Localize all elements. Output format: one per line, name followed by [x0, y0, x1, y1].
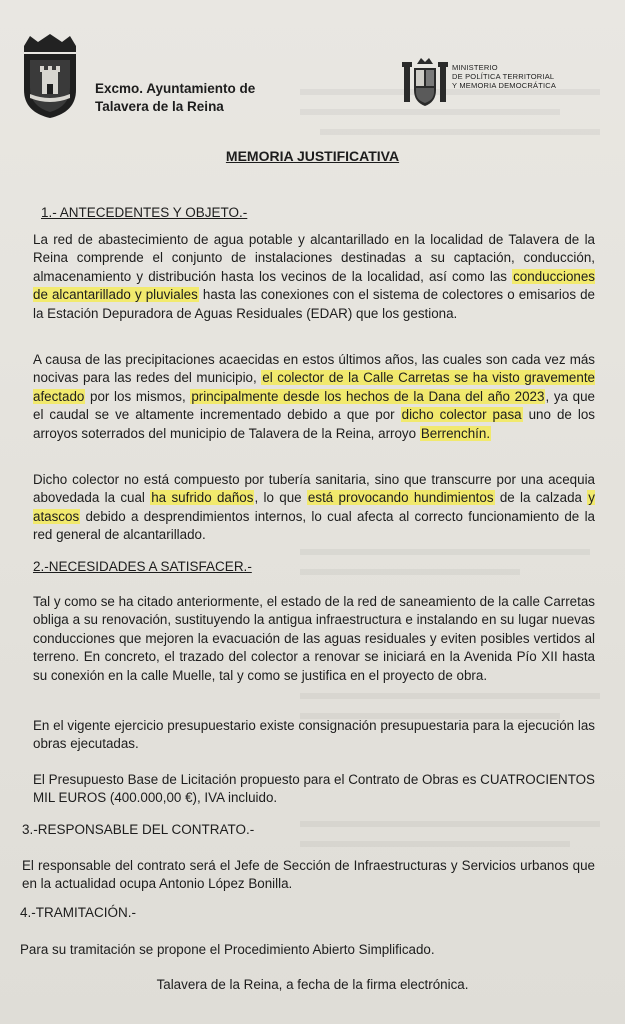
text-run: por los mismos,: [85, 388, 191, 404]
ministry-line-1: MINISTERIO: [452, 63, 498, 72]
highlighted-text: ha sufrido daños: [151, 490, 254, 506]
highlighted-text: el colector de la Calle Carretas se ha visto gravemente afectado: [33, 370, 595, 404]
highlighted-text: conducciones de alcantarillado y pluviales: [33, 268, 595, 303]
text-run: hasta las conexiones con el sistema de colectores o emisarios de la Estación Depuradora de Aguas Residuales (EDAR) que los gestiona.: [33, 287, 595, 321]
text-run: Dicho colector no está compuesto por tubería sanitaria, sino que transcurre por una acequia abovedada la cual: [33, 472, 595, 506]
text-run: debido a desprendimientos internos, lo cual afecta al correcto funcionamiento de la red general de alcantarillado.: [33, 508, 595, 543]
ministry-line-3: Y MEMORIA DEMOCRÁTICA: [452, 81, 557, 90]
highlighted-text: Berrenchín.: [420, 425, 491, 441]
section-4-heading: 4.-TRAMITACIÓN.-: [20, 905, 136, 920]
org-line-1: Excmo. Ayuntamiento de: [95, 81, 256, 96]
spain-coat-of-arms-icon: [402, 56, 448, 108]
city-council-name: [95, 80, 255, 116]
text-run: uno de los arroyos soterrados del municipio de Talavera de la Reina, arroyo: [33, 407, 595, 441]
ministry-line-2: DE POLÍTICA TERRITORIAL: [452, 72, 555, 81]
section-1-paragraph-2: [33, 351, 595, 443]
highlighted-text: y atascos: [33, 490, 595, 524]
section-2-paragraph-3: El Presupuesto Base de Licitación propuesto para el Contrato de Obras es CUATROCIENTOS MIL EUROS (400.000,00 €), IVA incluido.: [33, 772, 595, 806]
section-1-paragraph-3: [33, 471, 595, 545]
document-title: MEMORIA JUSTIFICATIVA: [225, 148, 400, 164]
org-line-2: Talavera de la Reina: [95, 99, 224, 114]
section-3-heading: 3.-RESPONSABLE DEL CONTRATO.-: [22, 822, 255, 837]
text-run: de la calzada: [494, 490, 588, 506]
section-3-paragraph-1: El responsable del contrato será el Jefe de Sección de Infraestructuras y Servicios urbanos que en la actualidad ocupa Antonio López Bonilla.: [22, 858, 595, 892]
section-2-paragraph-2: En el vigente ejercicio presupuestario existe consignación presupuestaria para la ejecución las obras ejecutadas.: [33, 718, 595, 752]
closing-line: Talavera de la Reina, a fecha de la firma electrónica.: [156, 977, 469, 992]
text-run: La red de abastecimiento de agua potable y alcantarillado en la localidad de Talavera de la Reina comprende el conjunto de instalaciones destinadas a su captación, conducción, almacenamiento y distribución hasta los vecinos de la localidad, así como las: [33, 232, 595, 284]
text-run: A causa de las precipitaciones acaecidas en estos últimos años, las cuales son cada vez más nocivas para las redes del municipio,: [33, 352, 595, 386]
highlighted-text: principalmente desde los hechos de la Dana del año 2023: [191, 388, 545, 404]
section-4-paragraph-1: Para su tramitación se propone el Procedimiento Abierto Simplificado.: [20, 942, 435, 957]
text-run: , lo que: [254, 490, 307, 506]
section-1-heading: 1.- ANTECEDENTES Y OBJETO.-: [41, 205, 248, 220]
highlighted-text: está provocando hundimientos: [307, 490, 494, 506]
text-run: , ya que el caudal se ve altamente incrementado debido a que por: [33, 388, 595, 423]
highlighted-text: dicho colector pasa: [401, 407, 522, 423]
section-1-paragraph-1: [33, 231, 595, 323]
section-2-heading: 2.-NECESIDADES A SATISFACER.-: [33, 559, 252, 574]
city-coat-of-arms-icon: [16, 32, 84, 120]
ministry-name: [452, 63, 556, 90]
section-2-paragraph-1: Tal y como se ha citado anteriormente, el estado de la red de saneamiento de la calle Carretas obliga a su renovación, sustituyendo la antigua infraestructura e instalando en su lugar nuevas conducciones que mejoren la evacuación de las aguas residuales y eviten posibles vertidos al terreno. En concreto, el trazado del colector a renovar se iniciará en la Avenida Pío XII hasta su conexión en la calle Muelle, tal y como se justifica en el proyecto de obra.: [33, 594, 595, 683]
